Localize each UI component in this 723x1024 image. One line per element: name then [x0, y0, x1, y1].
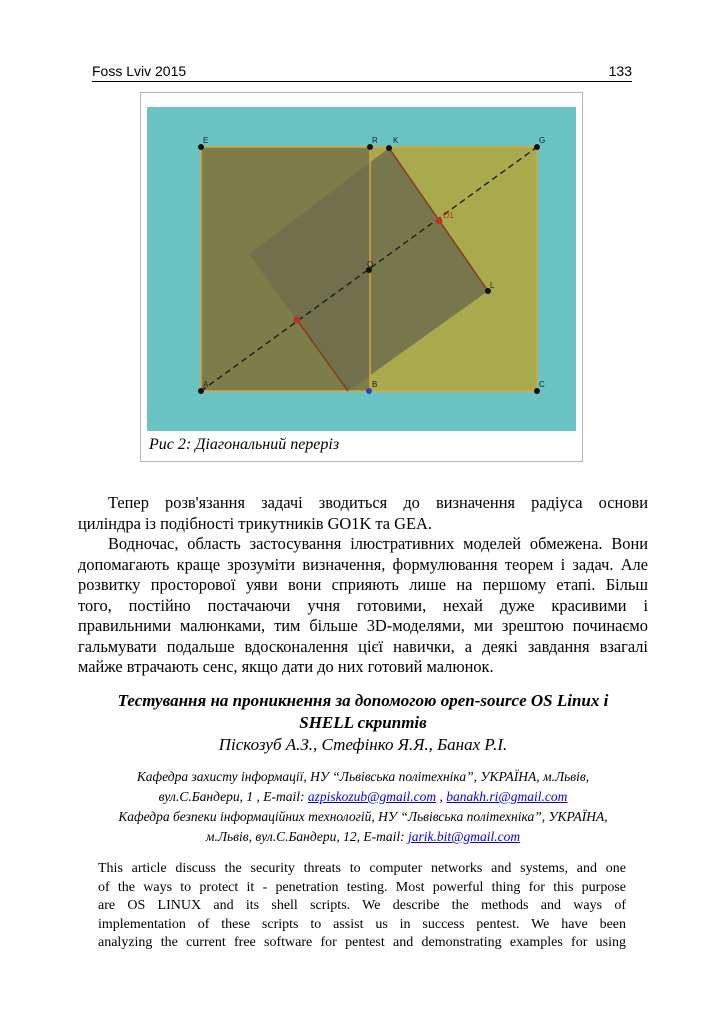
affiliation-line: Кафедра захисту інформації, НУ “Львівська політехніка”, УКРАЇНА, м.Львів, — [136, 769, 590, 784]
email-link[interactable]: azpiskozub@gmail.com — [307, 789, 437, 804]
text-line: Тепер розв'язання задачі зводиться до визначення радіуса основи — [108, 493, 648, 512]
figure-caption: Рис 2: Діагональний переріз — [149, 436, 340, 453]
label-g: G — [539, 136, 546, 145]
geometry-illustration — [147, 107, 576, 431]
abstract-line: of the ways to protect it - penetration testing. Most powerful thing for this purpose — [98, 879, 626, 895]
affiliation-line: вул.С.Бандери, 1 , E-mail: azpiskozub@gmail.com , banakh.ri@gmail.com — [158, 789, 568, 804]
text-line: того, постійно постачаючи учня готовими, нехай дуже красивими і — [78, 595, 648, 615]
text-line: допомагають краще зрозуміти визначення, формулювання теорем і задач. Але — [78, 554, 648, 574]
label-k: K — [393, 136, 399, 145]
affiliation-line: Кафедра безпеки інформаційних технологій, НУ “Львівська політехніка”, УКРАЇНА, — [118, 809, 608, 824]
article-title-line: SHELL скриптів — [299, 713, 427, 732]
abstract-line: are OS LINUX and its shell scripts. We describe the methods and ways of — [98, 898, 626, 913]
abstract-line: implementation of these scripts to assist us in success pentest. We have been — [98, 916, 626, 932]
text-line: гальмувати подальше вдосконалення цієї навички, а деякі завдання взагалі — [78, 636, 648, 656]
label-c: C — [539, 380, 545, 389]
email-link[interactable]: banakh.ri@gmail.com — [446, 789, 568, 804]
paragraph-2 — [78, 534, 648, 678]
text-line: Водночас, область застосування ілюстративних моделей обмежена. Вони — [108, 534, 648, 553]
running-header — [92, 63, 632, 82]
text-line: розвитку просторової уяви вони сприяють лише на першому етапі. Більш — [78, 575, 648, 594]
article-authors: Піскозуб А.З., Стефінко Я.Я., Банах Р.І. — [218, 735, 508, 754]
abstract-line: This article discuss the security threats to computer networks and systems, and one — [98, 861, 626, 876]
label-a: A — [203, 380, 209, 389]
label-l: L — [490, 281, 495, 290]
affiliation-1 — [78, 767, 648, 807]
label-r: R — [372, 136, 378, 145]
label-b: B — [372, 380, 378, 389]
header-page-number: 133 — [608, 63, 632, 79]
figure-diagonal-section — [140, 92, 583, 462]
label-o1: O1 — [443, 211, 454, 220]
header-conference: Foss Lviv 2015 — [92, 63, 187, 79]
text-line: циліндра із подібності трикутників GO1K та GEA. — [78, 513, 432, 533]
affiliation-line: м.Львів, вул.С.Бандери, 12, E-mail: jarik.bit@gmail.com — [205, 829, 521, 844]
article-title-line: Тестування на проникнення за допомогою open-source OS Linux і — [117, 691, 609, 710]
article-title — [78, 690, 648, 734]
abstract-line: analyzing the current free software for pentest and demonstrating examples for using — [98, 935, 626, 950]
email-link[interactable]: jarik.bit@gmail.com — [407, 829, 521, 844]
label-o: O — [367, 260, 374, 269]
text-line: правильними малюнками, тим більше 3D-моделями, ми зрештою починаємо — [78, 616, 648, 635]
affiliation-2 — [78, 807, 648, 847]
abstract — [98, 860, 626, 953]
text-line: майже втрачають сенс, якщо дати до них готовий малюнок. — [78, 657, 494, 676]
paragraph-1 — [78, 493, 648, 534]
label-e: E — [203, 136, 209, 145]
